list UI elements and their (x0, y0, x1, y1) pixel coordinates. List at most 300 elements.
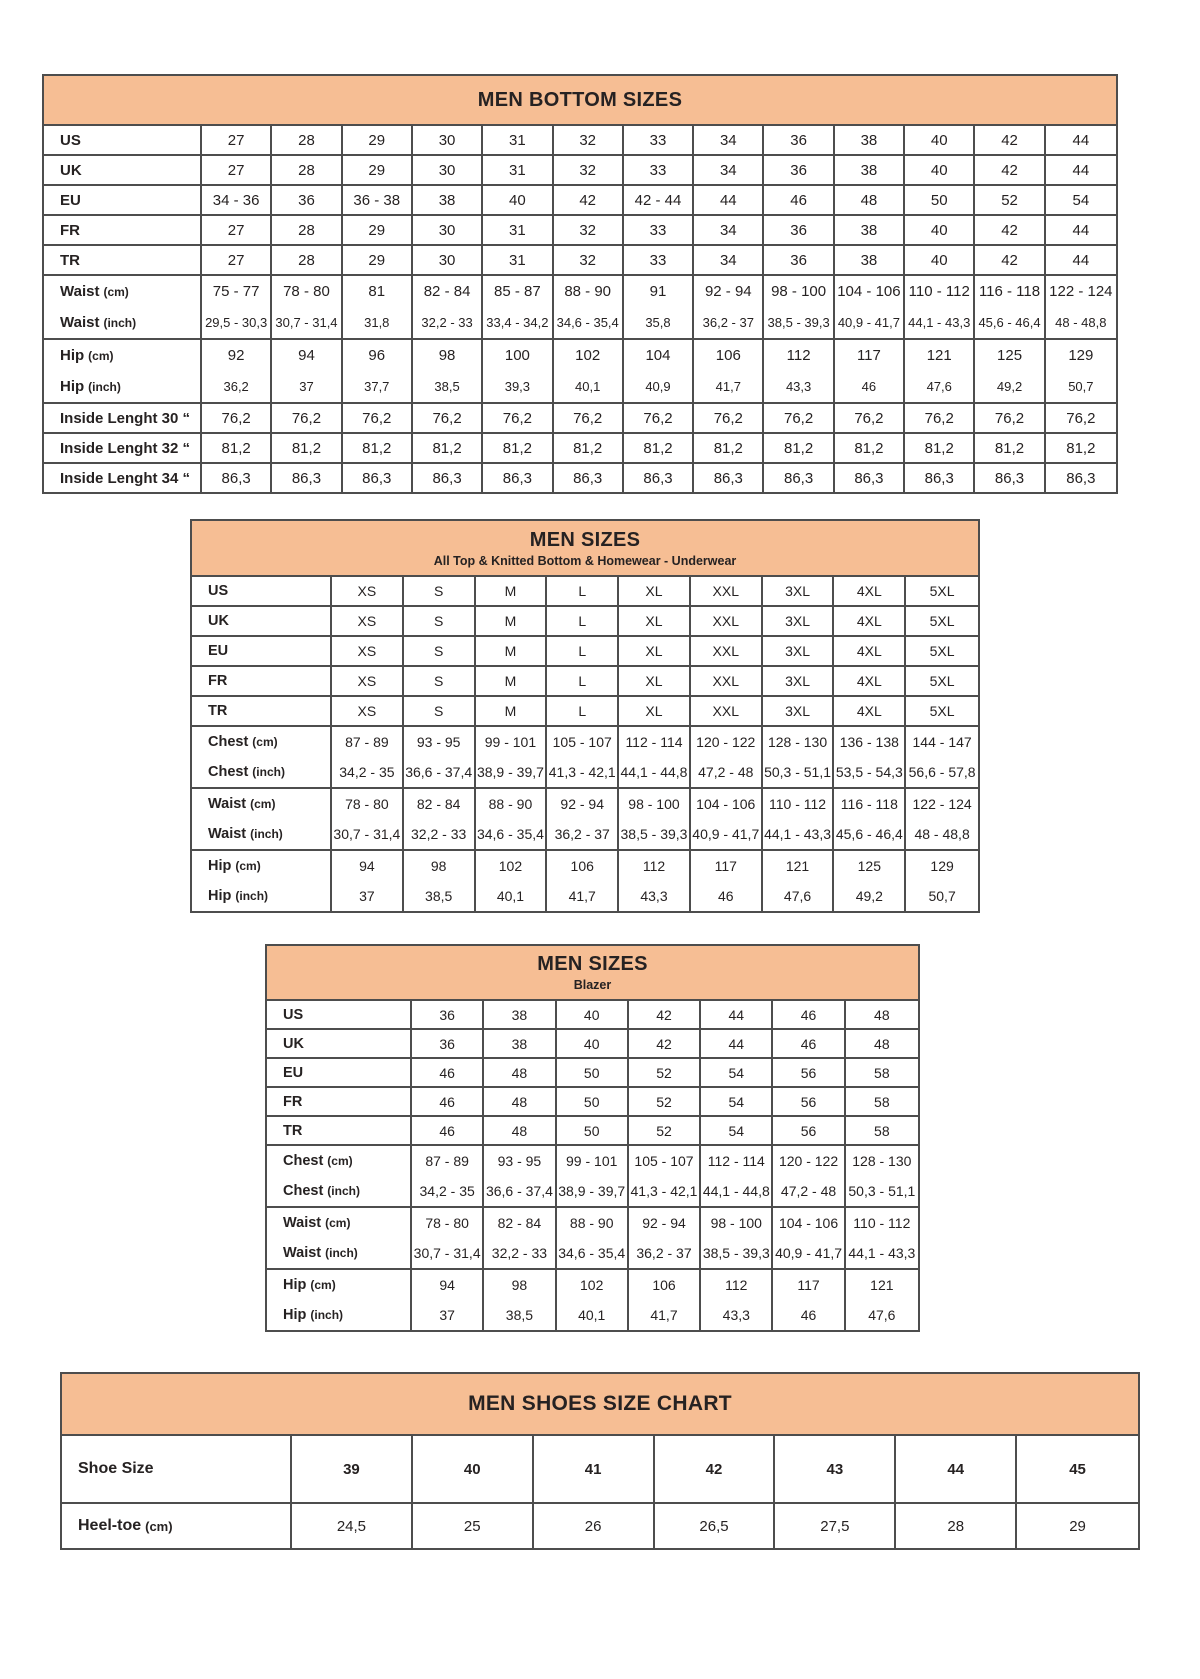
size-cell: 38,5 (404, 881, 476, 911)
table-row (192, 697, 978, 725)
row-unit: (cm) (310, 1278, 336, 1292)
size-cell: 45 (1069, 1460, 1086, 1478)
size-cell: 38 (835, 156, 905, 184)
size-cell: 4XL (834, 577, 906, 605)
row-group (44, 246, 1116, 276)
size-cell: 30 (413, 246, 483, 274)
row-label-text: Hip (60, 378, 85, 395)
men-sizes-top-table (190, 519, 980, 913)
size-cell: 46 (773, 1001, 845, 1028)
row-label (192, 667, 332, 695)
size-cell: 36,2 - 37 (629, 1238, 701, 1268)
row-group (267, 1208, 918, 1270)
table-row (192, 819, 978, 849)
size-cell: 34 - 36 (202, 186, 272, 214)
row-label (44, 434, 202, 462)
size-cell: 34,2 - 35 (332, 757, 404, 787)
table-title: MEN BOTTOM SIZES (477, 88, 683, 111)
size-cell: 40,1 (557, 1300, 629, 1330)
size-cell: 81 (343, 276, 413, 307)
size-cell: 3XL (763, 577, 835, 605)
size-cell: 81,2 (694, 434, 764, 462)
size-cell: 46 (412, 1088, 484, 1115)
row-label-text: Chest (283, 1153, 324, 1169)
table-row (44, 371, 1116, 402)
row-label (267, 1001, 412, 1028)
size-cell: 37 (412, 1300, 484, 1330)
size-cell: 98 (484, 1270, 556, 1300)
size-cell: XS (332, 607, 404, 635)
row-group (44, 156, 1116, 186)
size-cell: 102 (554, 340, 624, 371)
size-cell: 112 (764, 340, 834, 371)
row-label-text: FR (283, 1093, 303, 1110)
size-cell: S (404, 697, 476, 725)
size-cell: L (547, 607, 619, 635)
size-cell: 27 (202, 216, 272, 244)
size-cell: 129 (1068, 347, 1094, 364)
row-unit: (inch) (310, 1308, 344, 1322)
size-cell: 105 - 107 (629, 1146, 701, 1176)
table-row (267, 1208, 918, 1238)
size-cell: 86,3 (272, 464, 342, 492)
size-cell: 29 (343, 156, 413, 184)
size-cell: 76,2 (835, 404, 905, 432)
size-cell: 3XL (763, 637, 835, 665)
size-cell: 33 (624, 126, 694, 154)
size-cell: 34,6 - 35,4 (554, 307, 624, 338)
size-cell: S (404, 607, 476, 635)
row-label (192, 577, 332, 605)
row-group (267, 1146, 918, 1208)
table-row (267, 1030, 918, 1057)
size-cell: 32 (554, 156, 624, 184)
row-unit: (cm) (235, 859, 261, 873)
size-cell: 58 (874, 1122, 890, 1139)
size-cell: 38 (835, 216, 905, 244)
row-group (192, 577, 978, 607)
size-cell: 34 (694, 246, 764, 274)
size-cell: XXL (691, 577, 763, 605)
row-label (192, 757, 332, 787)
size-cell: 121 (763, 851, 835, 881)
size-cell: 86,3 (413, 464, 483, 492)
row-label (44, 276, 202, 307)
row-label (44, 186, 202, 214)
row-label-text: Hip (283, 1307, 307, 1323)
size-cell: 3XL (763, 607, 835, 635)
size-cell: XS (332, 697, 404, 725)
table-row (44, 246, 1116, 274)
row-group (44, 464, 1116, 492)
size-cell: 36,2 - 37 (694, 307, 764, 338)
size-cell: 33 (624, 246, 694, 274)
size-cell: 76,2 (413, 404, 483, 432)
row-label-text: FR (60, 221, 80, 239)
size-cell: 50,7 (928, 888, 956, 904)
size-cell: 40 (413, 1436, 534, 1502)
size-cell: 81,2 (835, 434, 905, 462)
size-cell: L (547, 697, 619, 725)
size-cell: 29 (343, 246, 413, 274)
size-cell: 56 (773, 1088, 845, 1115)
size-cell: 54 (701, 1059, 773, 1086)
size-cell: XS (332, 637, 404, 665)
row-group (44, 216, 1116, 246)
size-cell: 41 (534, 1436, 655, 1502)
size-cell: 50 (905, 186, 975, 214)
row-unit: (cm) (250, 797, 276, 811)
size-cell: 78 - 80 (272, 276, 342, 307)
size-cell: XL (619, 607, 691, 635)
size-cell: 34,2 - 35 (412, 1176, 484, 1206)
size-cell: 47,6 (905, 371, 975, 402)
size-cell: 40,9 - 41,7 (773, 1238, 845, 1268)
row-label-text: Hip (208, 888, 232, 904)
table-row (192, 637, 978, 665)
size-cell: 48 (874, 1006, 890, 1023)
size-cell: 128 - 130 (852, 1153, 912, 1169)
size-cell: 47,6 (868, 1307, 896, 1323)
row-group (62, 1504, 1138, 1548)
row-unit: (inch) (88, 379, 121, 394)
size-cell: XS (332, 667, 404, 695)
size-cell: 31 (483, 216, 553, 244)
size-cell: 50,3 - 51,1 (848, 1183, 916, 1199)
row-label (44, 307, 202, 338)
size-cell: 104 - 106 (835, 276, 905, 307)
size-cell: 44,1 - 43,3 (848, 1245, 916, 1261)
size-cell: 26 (534, 1504, 655, 1548)
size-cell: 112 - 114 (619, 727, 691, 757)
size-cell: 100 (483, 340, 553, 371)
size-cell: 48 (874, 1035, 890, 1052)
row-group (44, 340, 1116, 404)
men-sizes-blazer-table (265, 944, 920, 1332)
row-group (62, 1436, 1138, 1504)
size-cell: 49,2 (834, 881, 906, 911)
size-cell: 28 (272, 246, 342, 274)
row-label-text: US (60, 131, 81, 149)
size-cell: 5XL (929, 583, 955, 599)
row-label-text: Hip (283, 1277, 307, 1293)
row-unit: (cm) (88, 348, 114, 363)
size-cell: 48 (835, 186, 905, 214)
row-label (44, 340, 202, 371)
size-cell: 36,2 - 37 (547, 819, 619, 849)
size-cell: 40 (483, 186, 553, 214)
size-cell: 46 (412, 1117, 484, 1144)
row-unit: (inch) (325, 1246, 358, 1260)
row-group (267, 1088, 918, 1117)
size-cell: 33 (624, 156, 694, 184)
row-group (192, 697, 978, 727)
size-cell: XXL (691, 667, 763, 695)
row-group (267, 1001, 918, 1030)
size-cell: 112 (701, 1270, 773, 1300)
size-cell: XXL (691, 607, 763, 635)
size-cell: 112 (619, 851, 691, 881)
size-cell: XXL (691, 697, 763, 725)
size-cell: 24,5 (292, 1504, 413, 1548)
row-label-text: Waist (208, 826, 247, 842)
row-unit: (cm) (103, 284, 129, 299)
size-cell: 120 - 122 (691, 727, 763, 757)
size-cell: 87 - 89 (412, 1146, 484, 1176)
row-label-text: US (208, 583, 229, 599)
size-cell: 86,3 (764, 464, 834, 492)
size-cell: 38,9 - 39,7 (557, 1176, 629, 1206)
row-label (267, 1208, 412, 1238)
row-label-text: Chest (208, 734, 249, 750)
size-cell: 30 (413, 216, 483, 244)
size-cell: 86,3 (483, 464, 553, 492)
size-cell: 48 (484, 1117, 556, 1144)
row-unit: (cm) (325, 1216, 351, 1230)
row-label (192, 789, 332, 819)
size-cell: 85 - 87 (483, 276, 553, 307)
table-row (267, 1117, 918, 1144)
size-cell: 50 (557, 1088, 629, 1115)
row-group (192, 607, 978, 637)
table-title: MEN SHOES SIZE CHART (468, 1392, 732, 1415)
size-cell: 98 (413, 340, 483, 371)
size-cell: 42 (629, 1001, 701, 1028)
size-cell: 88 - 90 (554, 276, 624, 307)
size-cell: 27 (202, 246, 272, 274)
row-label (192, 819, 332, 849)
size-cell: L (547, 577, 619, 605)
table-row (192, 881, 978, 911)
table-row (267, 1300, 918, 1330)
size-cell: 40,9 - 41,7 (691, 819, 763, 849)
size-cell: L (547, 667, 619, 695)
size-cell: 48 (484, 1059, 556, 1086)
row-label-text: Waist (60, 283, 100, 300)
size-cell: 81,2 (343, 434, 413, 462)
row-group (44, 186, 1116, 216)
size-cell: 4XL (834, 667, 906, 695)
size-cell: 81,2 (272, 434, 342, 462)
size-cell: 117 (691, 851, 763, 881)
size-cell: 110 - 112 (905, 276, 975, 307)
size-cell: 38,5 - 39,3 (619, 819, 691, 849)
size-cell: 42 (975, 246, 1045, 274)
size-cell: 40,9 (624, 371, 694, 402)
size-cell: 46 (835, 371, 905, 402)
row-group (44, 276, 1116, 340)
row-label-text: Waist (60, 314, 100, 331)
size-cell: 48 (484, 1088, 556, 1115)
size-cell: 81,2 (202, 434, 272, 462)
row-label (267, 1030, 412, 1057)
row-label (267, 1059, 412, 1086)
size-cell: 102 (476, 851, 548, 881)
size-cell: 32,2 - 33 (413, 307, 483, 338)
size-cell: 56 (773, 1117, 845, 1144)
size-cell: 30,7 - 31,4 (332, 819, 404, 849)
size-cell: 116 - 118 (975, 276, 1045, 307)
row-label-text: FR (208, 673, 228, 689)
table-row (44, 276, 1116, 307)
row-unit: (inch) (250, 827, 283, 841)
size-cell: 38 (835, 246, 905, 274)
size-cell: 37,7 (343, 371, 413, 402)
size-cell: 32 (554, 126, 624, 154)
size-cell: 76,2 (483, 404, 553, 432)
size-cell: 45,6 - 46,4 (975, 307, 1045, 338)
row-label-text: EU (208, 643, 229, 659)
table-row (44, 404, 1116, 432)
size-cell: 38,5 (484, 1300, 556, 1330)
size-cell: 4XL (834, 607, 906, 635)
size-cell: 34 (694, 126, 764, 154)
size-cell: 27 (202, 156, 272, 184)
size-cell: 92 (202, 340, 272, 371)
table-subtitle: Blazer (573, 978, 612, 992)
size-cell: 28 (272, 126, 342, 154)
table-row (44, 126, 1116, 154)
size-cell: 86,3 (554, 464, 624, 492)
size-cell: 88 - 90 (476, 789, 548, 819)
size-cell: 44 (694, 186, 764, 214)
size-cell: 38,5 - 39,3 (701, 1238, 773, 1268)
size-cell: 54 (701, 1088, 773, 1115)
table-row (267, 1176, 918, 1206)
size-cell: XL (619, 637, 691, 665)
size-cell: 46 (412, 1059, 484, 1086)
size-cell: 44 (1072, 161, 1090, 179)
size-cell: 86,3 (694, 464, 764, 492)
size-cell: 43,3 (764, 371, 834, 402)
table-row (267, 1238, 918, 1268)
size-cell: 41,7 (629, 1300, 701, 1330)
size-cell: 106 (547, 851, 619, 881)
size-cell: 40 (905, 216, 975, 244)
size-cell: 33 (624, 216, 694, 244)
size-cell: 78 - 80 (332, 789, 404, 819)
size-cell: 53,5 - 54,3 (834, 757, 906, 787)
size-cell: 125 (834, 851, 906, 881)
row-label (267, 1176, 412, 1206)
size-cell: 32 (554, 216, 624, 244)
size-cell: 25 (413, 1504, 534, 1548)
size-cell: S (404, 667, 476, 695)
size-cell: 98 - 100 (701, 1208, 773, 1238)
size-cell: 81,2 (624, 434, 694, 462)
row-unit: (cm) (327, 1154, 353, 1168)
size-cell: 46 (691, 881, 763, 911)
size-cell: 38 (484, 1030, 556, 1057)
size-cell: 91 (624, 276, 694, 307)
size-cell: XL (619, 577, 691, 605)
size-cell: 106 (629, 1270, 701, 1300)
size-cell: 44 (701, 1001, 773, 1028)
table-row (192, 577, 978, 605)
size-cell: 40 (557, 1001, 629, 1028)
row-label-text: Hip (60, 347, 85, 364)
size-cell: 46 (764, 186, 834, 214)
row-label-text: EU (283, 1064, 304, 1081)
size-cell: 76,2 (554, 404, 624, 432)
size-cell: 46 (773, 1030, 845, 1057)
men-bottom-sizes-table (42, 74, 1118, 494)
size-cell: 31 (483, 156, 553, 184)
size-cell: 42 (629, 1030, 701, 1057)
row-label (192, 727, 332, 757)
size-cell: 43,3 (619, 881, 691, 911)
table-row (192, 727, 978, 757)
size-cell: 28 (272, 156, 342, 184)
size-cell: 56 (773, 1059, 845, 1086)
size-cell: 36,2 (202, 371, 272, 402)
size-cell: 36 (272, 186, 342, 214)
size-cell: 44 (1072, 221, 1090, 239)
size-cell: 46 (773, 1300, 845, 1330)
size-cell: 94 (272, 340, 342, 371)
size-cell: 106 (694, 340, 764, 371)
row-label-text: Waist (208, 796, 247, 812)
size-cell: M (476, 637, 548, 665)
size-cell: 87 - 89 (332, 727, 404, 757)
size-cell: 92 - 94 (694, 276, 764, 307)
size-cell: 110 - 112 (853, 1215, 911, 1231)
size-cell: 122 - 124 (1049, 283, 1113, 300)
table-row (44, 434, 1116, 462)
row-label (267, 1088, 412, 1115)
row-label (267, 1238, 412, 1268)
size-cell: 92 - 94 (547, 789, 619, 819)
size-cell: 5XL (929, 673, 955, 689)
row-label (44, 404, 202, 432)
size-cell: 40 (905, 126, 975, 154)
size-cell: 82 - 84 (413, 276, 483, 307)
size-cell: 93 - 95 (484, 1146, 556, 1176)
size-cell: 42 (655, 1436, 776, 1502)
size-cell: 81,2 (554, 434, 624, 462)
size-cell: M (476, 697, 548, 725)
size-cell: 76,2 (694, 404, 764, 432)
size-cell: 38 (835, 126, 905, 154)
size-cell: 58 (874, 1064, 890, 1081)
row-label (267, 1300, 412, 1330)
size-cell: XL (619, 697, 691, 725)
size-cell: 36 (764, 126, 834, 154)
size-cell: 81,2 (975, 434, 1045, 462)
size-cell: 30 (413, 126, 483, 154)
size-cell: 44 (1072, 131, 1090, 149)
size-cell: 99 - 101 (476, 727, 548, 757)
size-cell: 32,2 - 33 (484, 1238, 556, 1268)
row-group (44, 126, 1116, 156)
row-label-text: UK (60, 161, 82, 179)
size-cell: 92 - 94 (629, 1208, 701, 1238)
size-cell: 82 - 84 (484, 1208, 556, 1238)
size-cell: 110 - 112 (763, 789, 835, 819)
size-cell: 31,8 (343, 307, 413, 338)
size-cell: 40,1 (554, 371, 624, 402)
row-unit: (cm) (145, 1518, 173, 1534)
size-cell: 37 (332, 881, 404, 911)
size-cell: 48 - 48,8 (914, 826, 970, 842)
size-cell: 122 - 124 (912, 796, 972, 812)
row-unit: (inch) (252, 765, 285, 779)
size-cell: 50 (557, 1059, 629, 1086)
size-cell: 36 (764, 246, 834, 274)
size-cell: 121 (870, 1277, 894, 1293)
size-cell: 39,3 (483, 371, 553, 402)
size-cell: 48 - 48,8 (1055, 315, 1107, 330)
